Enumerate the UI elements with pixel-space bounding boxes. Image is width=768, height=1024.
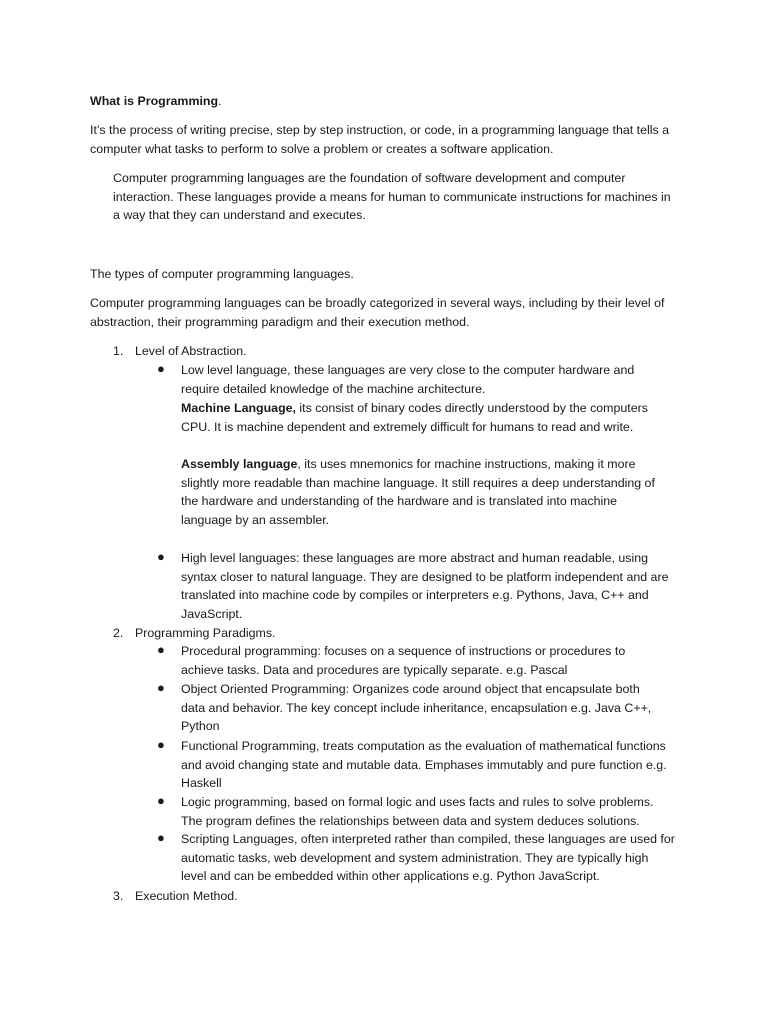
intro-paragraph: It’s the process of writing precise, step by step instruction, or code, in a programming language that tells a computer what tasks to perform to solve a problem or creates a software application. <box>90 123 669 156</box>
section-label-abstraction: Level of Abstraction. <box>135 344 247 358</box>
paradigm-item: Scripting Languages, often interpreted rather than compiled, these languages are used for automatic tasks, web development and system administration. They are typically high level and can be embedded within other applications e.g. Python JavaScript. <box>181 832 675 884</box>
low-level-item: Low level language, these languages are very close to the computer hardware and require detailed knowledge of the machine architecture. <box>181 363 635 396</box>
page-title: What is Programming. <box>90 94 222 108</box>
types-heading: The types of computer programming languages. <box>90 267 354 281</box>
foundation-paragraph: Computer programming languages are the foundation of software development and computer interaction. These languages provide a means for human to communicate instructions for machines in a way that they can understand and executes. <box>113 171 671 223</box>
assembly-language-item: Assembly language, its uses mnemonics for machine instructions, making it more slightly more readable than machine language. It still requires a deep understanding of the hardware and understanding of the hardware and is translated into machine language by an assembler. <box>181 457 655 527</box>
high-level-item: High level languages: these languages are more abstract and human readable, using syntax closer to natural language. They are designed to be platform independent and are translated into machine code by compiles or interpreters e.g. Pythons, Java, C++ and JavaScript. <box>181 551 669 621</box>
paradigm-item: Object Oriented Programming: Organizes code around object that encapsulate both data and behavior. The key concept include inheritance, encapsulation e.g. Java C++, Python <box>181 682 652 734</box>
list-number: 2. <box>113 626 124 640</box>
machine-language-term: Machine Language, <box>181 401 296 415</box>
bullet-icon: ● <box>157 549 165 564</box>
bullet-icon: ● <box>157 642 165 657</box>
bullet-icon: ● <box>157 830 165 845</box>
bullet-icon: ● <box>157 793 165 808</box>
list-number: 1. <box>113 344 124 358</box>
section-label-execution: Execution Method. <box>135 889 238 903</box>
machine-language-item: Machine Language, its consist of binary codes directly understood by the computers CPU. It is machine dependent and extremely difficult for humans to read and write. <box>181 401 648 434</box>
assembly-language-term: Assembly language <box>181 457 298 471</box>
bullet-icon: ● <box>157 680 165 695</box>
categorize-paragraph: Computer programming languages can be broadly categorized in several ways, including by their level of abstraction, their programming paradigm and their execution method. <box>90 296 665 329</box>
bullet-icon: ● <box>157 737 165 752</box>
list-number: 3. <box>113 889 124 903</box>
paradigm-item: Logic programming, based on formal logic and uses facts and rules to solve problems. The program defines the relationships between data and system deduces solutions. <box>181 795 654 828</box>
section-label-paradigms: Programming Paradigms. <box>135 626 276 640</box>
paradigm-item: Functional Programming, treats computation as the evaluation of mathematical functions and avoid changing state and mutable data. Emphases immutably and pure function e.g. Haskell <box>181 739 667 791</box>
bullet-icon: ● <box>157 361 165 376</box>
paradigm-item: Procedural programming: focuses on a sequence of instructions or procedures to achieve tasks. Data and procedures are typically separate. e.g. Pascal <box>181 644 626 677</box>
